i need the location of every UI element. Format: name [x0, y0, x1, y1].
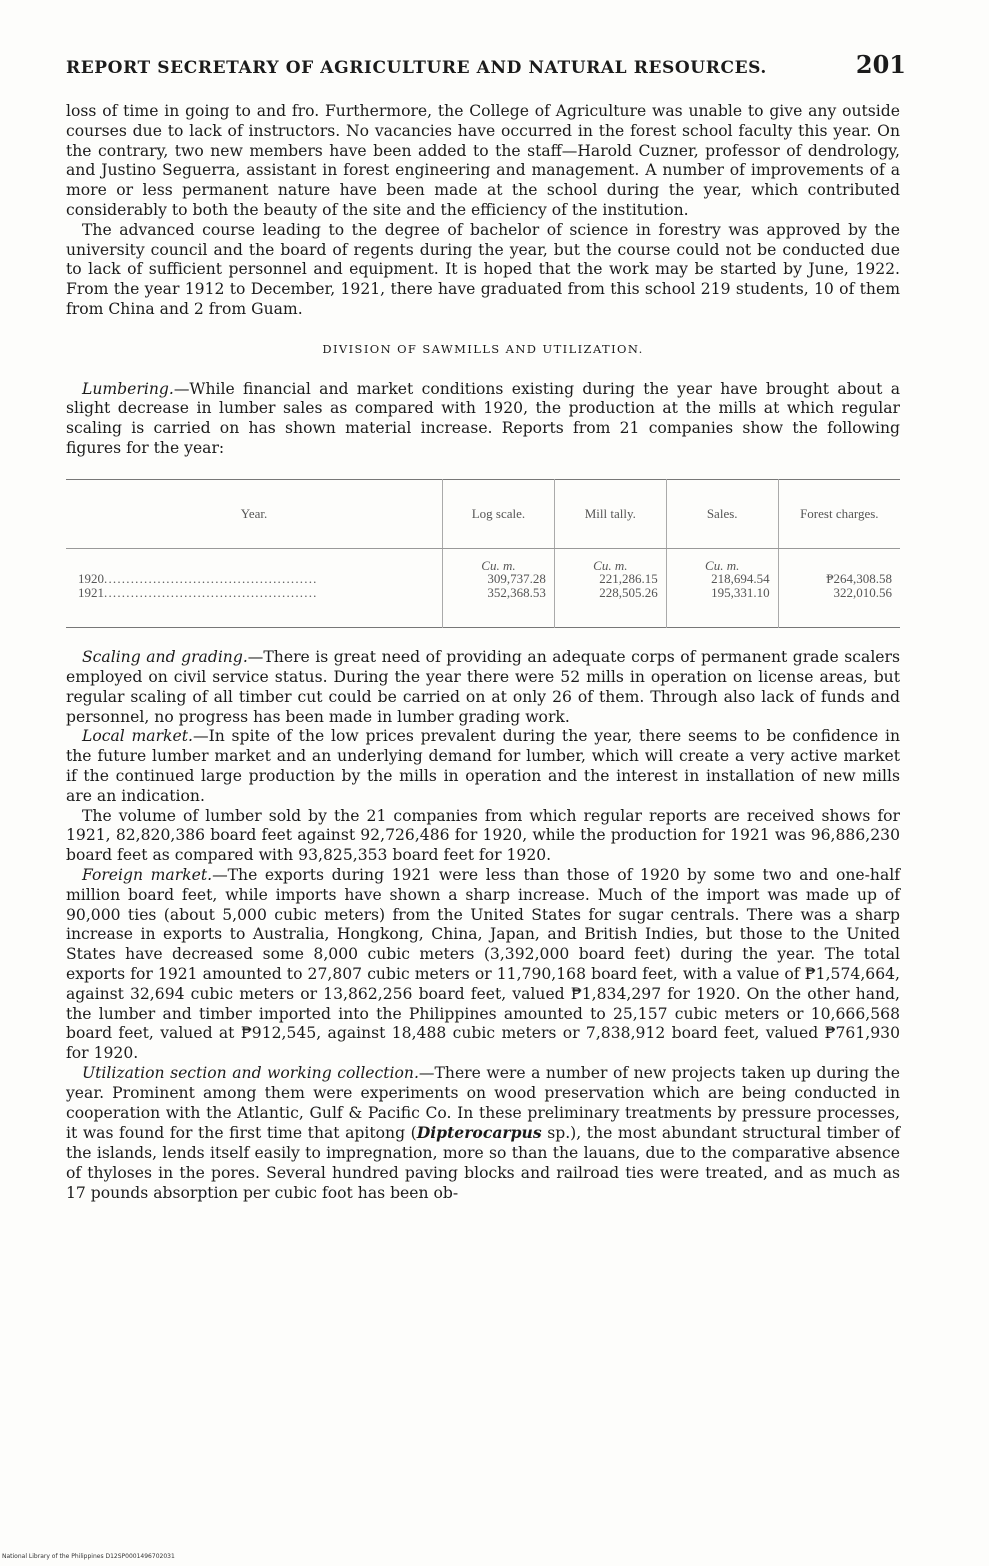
local-market-text: —In spite of the low prices prevalent during the year, there seems to be confidence in the future lumber market and an underlying demand for lumber, which will create a very active market if the continued large production by the mills in operation and the interest in installation of new mills are an indication.	[66, 727, 900, 805]
sales-cell: 195,331.10	[666, 586, 778, 628]
unit-row	[66, 548, 900, 572]
utilization-text-a: —There were a number of new projects taken up during the year. Prominent among them were experiments on wood preservation which are being conducted in cooperation with the Atlantic, Gulf & Pacific Co. In these preliminary treatments by pressure processes, it was found for the first time that apitong (	[66, 1063, 900, 1143]
lumber-table	[66, 479, 900, 629]
mill-tally-cell: 221,286.15	[554, 572, 666, 586]
forest-charges-cell: 322,010.56	[778, 586, 900, 628]
lumber-table-wrapper	[66, 479, 900, 629]
table-header-row	[66, 479, 900, 548]
run-in-heading-local-market: Local market.	[82, 727, 193, 746]
running-header	[66, 50, 906, 79]
body-text	[66, 102, 900, 1204]
paragraph-local-market	[66, 727, 900, 806]
section-title: DIVISION OF SAWMILLS AND UTILIZATION.	[322, 341, 644, 356]
year-value: 1920	[78, 571, 104, 587]
forest-charges-cell: ₱264,308.58	[778, 572, 900, 586]
foreign-market-text: —The exports during 1921 were less than those of 1920 by some two and one-half million board feet, while imports have shown a sharp increase. Much of the import was made up of 90,000 ties (about 5,000 cubic meters) from the United States for sugar centrals. There was a sharp increase in exports to Australia, Hongkong, China, Japan, and British Indies, but those to the United States have decreased some 8,000 cubic meters (3,392,000 board feet) during the year. The total exports for 1921 amounted to 27,807 cubic meters or 11,790,168 board feet, with a value of ₱1,574,664, against 32,694 cubic meters or 13,862,256 board feet, valued ₱1,834,297 for 1920. On the other hand, the lumber and timber imported into the Philippines amounted to 25,157 cubic meters or 10,666,568 board feet, valued at ₱912,545, against 18,488 cubic meters or 7,838,912 board feet, valued ₱761,930 for 1920.	[66, 866, 900, 1063]
unit-cell-blank	[66, 548, 443, 572]
col-header-year: Year.	[66, 479, 443, 548]
log-scale-cell: 309,737.28	[443, 572, 555, 586]
unit-cell-forest-blank	[778, 548, 900, 572]
unit-cell-sales: Cu. m.	[666, 548, 778, 572]
scan-footer: National Library of the Philippines D12SP0001496702031	[2, 1553, 175, 1560]
year-value: 1921	[78, 584, 104, 600]
paragraph-foreign-market	[66, 866, 900, 1064]
species-name: Dipterocarpus	[416, 1123, 542, 1143]
year-cell	[66, 586, 443, 628]
table-row	[66, 572, 900, 586]
table-row	[66, 586, 900, 628]
page-number: 201	[855, 50, 906, 79]
run-in-heading-utilization: Utilization section and working collection.	[82, 1063, 419, 1082]
dot-leader: ................................................	[104, 571, 318, 587]
mill-tally-cell: 228,505.26	[554, 586, 666, 628]
run-in-heading-scaling: Scaling and grading.	[82, 648, 248, 667]
paragraph-volume: The volume of lumber sold by the 21 companies from which regular reports are received shows for 1921, 82,820,386 board feet against 92,726,486 for 1920, while the production for 1921 was 96,886,230 board feet as compared with 93,825,353 board feet for 1920.	[66, 806, 900, 865]
scaling-text: —There is great need of providing an adequate corps of permanent grade scalers employed on civil service status. During the year there were 52 mills in operation on license areas, but regular scaling of all timber cut could be carried on at only 26 of them. Through also lack of funds and personnel, no progress has been made in lumber grading work.	[66, 648, 900, 726]
col-header-sales: Sales.	[666, 479, 778, 548]
run-in-heading-lumbering: Lumbering.	[82, 379, 174, 398]
col-header-log-scale: Log scale.	[443, 479, 555, 548]
paragraph-lumbering	[66, 380, 900, 459]
unit-cell-mill-tally: Cu. m.	[554, 548, 666, 572]
unit-cell-log-scale: Cu. m.	[443, 548, 555, 572]
sales-cell: 218,694.54	[666, 572, 778, 586]
paragraph-utilization	[66, 1064, 900, 1204]
run-in-heading-foreign-market: Foreign market.	[82, 866, 213, 885]
year-cell	[66, 572, 443, 586]
utilization-text-b: sp.), the most abundant structural timber of the islands, lends itself easily to impregnation, more so than the lauans, due to the comparative absence of thyloses in the pores. Several hundred paving blocks and railroad ties were treated, and as much as 17 pounds absorption per cubic foot has been ob-	[66, 1124, 901, 1202]
log-scale-cell: 352,368.53	[443, 586, 555, 628]
dot-leader: ................................................	[104, 584, 318, 600]
paragraph-scaling	[66, 648, 900, 727]
paragraph-1: loss of time in going to and fro. Furthermore, the College of Agriculture was unable to give any outside courses due to lack of instructors. No vacancies have occurred in the forest school faculty this year. On the contrary, two new members have been added to the staff—Harold Cuzner, professor of dendrology, and Justino Seguerra, assistant in forest engineering and management. A number of improvements of a more or less permanent nature have been made at the school during the year, which contributed considerably to both the beauty of the site and the efficiency of the institution.	[66, 102, 900, 219]
lumbering-text: —While financial and market conditions existing during the year have brought about a slight decrease in lumber sales as compared with 1920, the production at the mills at which regular scaling is carried on has shown material increase. Reports from 21 companies show the following figures for the year:	[66, 379, 900, 457]
col-header-forest-charges: Forest charges.	[778, 479, 900, 548]
col-header-mill-tally: Mill tally.	[554, 479, 666, 548]
paragraph-2: The advanced course leading to the degree of bachelor of science in forestry was approved by the university council and the board of regents during the year, but the course could not be conducted due to lack of sufficient personnel and equipment. It is hoped that the work may be started by June, 1922. From the year 1912 to December, 1921, there have graduated from this school 219 students, 10 of them from China and 2 from Guam.	[66, 220, 900, 318]
header-title: REPORT SECRETARY OF AGRICULTURE AND NATURAL RESOURCES.	[66, 58, 767, 78]
